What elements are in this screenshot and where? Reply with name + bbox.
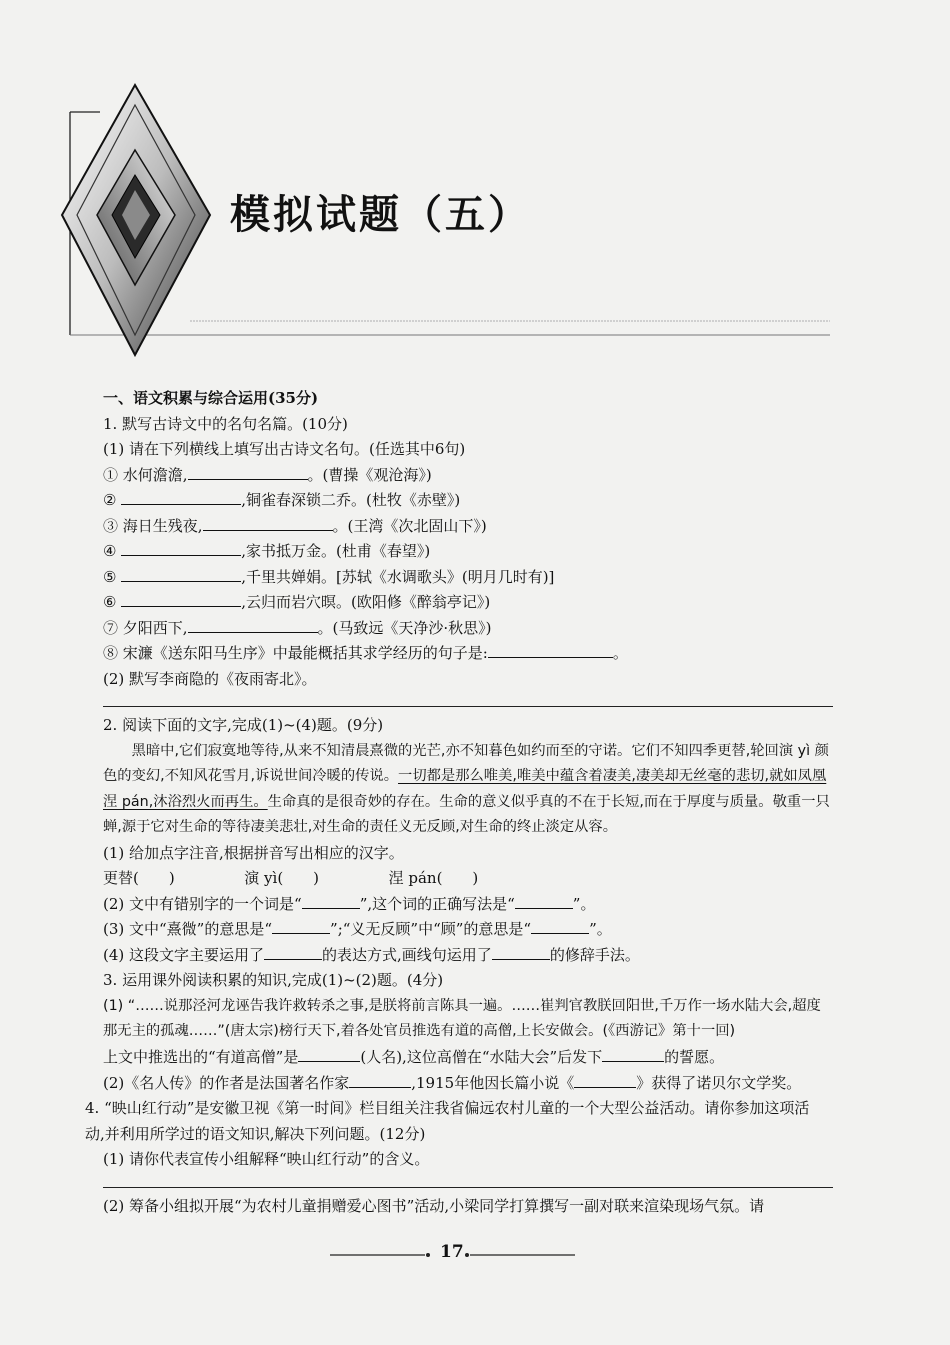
- answer-blank[interactable]: [531, 917, 589, 934]
- q1-item: ⑤ ,千里共婵娟。[苏轼《水调歌头》(明月几时有)]: [103, 565, 833, 591]
- page-title: 模拟试题（五）: [230, 191, 531, 238]
- answer-blank[interactable]: [121, 565, 241, 582]
- q2-stem: 2. 阅读下面的文字,完成(1)~(4)题。(9分): [103, 716, 384, 734]
- q1-stem: 1. 默写古诗文中的名句名篇。(10分): [103, 414, 348, 433]
- answer-blank[interactable]: [302, 892, 360, 909]
- answer-blank[interactable]: [349, 1071, 411, 1088]
- q2-sub1: (1) 给加点字注音,根据拼音写出相应的汉字。: [103, 843, 404, 862]
- q4-sub2: (2) 筹备小组拟开展“为农村儿童捐赠爱心图书”活动,小梁同学打算撰写一副对联来渲染现场气氛。请: [103, 1196, 765, 1215]
- answer-line[interactable]: [103, 692, 833, 707]
- answer-blank[interactable]: [492, 943, 550, 960]
- q3-stem: 3. 运用课外阅读积累的知识,完成(1)~(2)题。(4分): [103, 971, 444, 990]
- answer-blank[interactable]: [264, 943, 322, 960]
- q3-quote: (1) “……说那泾河龙诬告我许救转杀之事,是朕将前言陈具一遍。……崔判官教朕回阳世,千万作一场水陆大会,超度那无主的孤魂……”(唐太宗)榜行天下,着各处官员推选有道的高僧,上长安做会。(《西游记》第十一回): [103, 997, 821, 1040]
- answer-blank[interactable]: [203, 514, 333, 531]
- q2-sub4: (4) 这段文字主要运用了 的表达方式,画线句运用了 的修辞手法。: [103, 943, 833, 969]
- reading-passage: 黑暗中,它们寂寞地等待,从来不知清晨熹微的光芒,亦不知暮色如约而至的守诺。它们不知四季更替,轮回演 yì 颜色的变幻,不知风花雪月,诉说世间冷暖的传说。一切都是那么唯美,唯美中蕴含着凄美,凄美却无丝毫的悲切,就如凤凰涅 pán,沐浴烈火而再生。生命真的是很奇妙的存在。生命的意义似乎真的不在于长短,而在于厚度与质量。敬重一只蝉,源于它对生命的等待凄美悲壮,对生命的责任义无反顾,对生命的终止淡定从容。: [103, 742, 830, 836]
- answer-blank[interactable]: [298, 1045, 360, 1062]
- q4-sub1: (1) 请你代表宣传小组解释“映山红行动”的含义。: [103, 1150, 430, 1169]
- page-footer: [330, 1240, 580, 1270]
- exam-content: [85, 386, 833, 1219]
- answer-line[interactable]: [103, 1173, 833, 1188]
- q2-sub2: (2) 文中有错别字的一个词是“ ”,这个词的正确写法是“ ”。: [103, 892, 833, 918]
- answer-blank[interactable]: [488, 641, 613, 658]
- q1-item: ⑦ 夕阳西下, 。(马致远《天净沙·秋思》): [103, 616, 833, 642]
- answer-blank[interactable]: [188, 463, 308, 480]
- pinyin-row: 更替( ) 演 yì( ) 涅 pán( ): [103, 869, 479, 888]
- q2-sub3: (3) 文中“熹微”的意思是“ ”;“义无反顾”中“顾”的意思是“ ”。: [103, 917, 833, 943]
- answer-blank[interactable]: [574, 1071, 636, 1088]
- q1-item: ② ,铜雀春深锁二乔。(杜牧《赤壁》): [103, 488, 833, 514]
- section-heading: 一、语文积累与综合运用(35分): [103, 389, 319, 407]
- q1-item: ① 水何澹澹, 。(曹操《观沧海》): [103, 463, 833, 489]
- q3-line3: (2)《名人传》的作者是法国著名作家 ,1915年他因长篇小说《 》获得了诺贝尔文学奖。: [103, 1071, 833, 1097]
- underlined-sentence: 一切都是那么唯美,唯美中蕴含着凄美,凄美却无丝毫的悲切,就如凤凰涅 pán,沐浴烈火而再生。: [103, 768, 827, 810]
- q3-line2: 上文中推选出的“有道高僧”是 (人名),这位高僧在“水陆大会”后发下 的誓愿。: [103, 1045, 833, 1071]
- q1-sub2: (2) 默写李商隐的《夜雨寄北》。: [103, 669, 317, 688]
- answer-blank[interactable]: [121, 539, 241, 556]
- answer-blank[interactable]: [121, 488, 241, 505]
- answer-blank[interactable]: [602, 1045, 664, 1062]
- answer-blank[interactable]: [272, 917, 330, 934]
- q1-item: ③ 海日生残夜, 。(王湾《次北固山下》): [103, 514, 833, 540]
- answer-blank[interactable]: [188, 616, 318, 633]
- answer-blank[interactable]: [515, 892, 573, 909]
- page-number: 17: [440, 1242, 464, 1262]
- q1-item: ⑧ 宋濂《送东阳马生序》中最能概括其求学经历的句子是: 。: [103, 641, 833, 667]
- q1-item: ④ ,家书抵万金。(杜甫《春望》): [103, 539, 833, 565]
- q1-sub1: (1) 请在下列横线上填写出古诗文名句。(任选其中6句): [103, 440, 466, 458]
- q4-stem: 4. “映山红行动”是安徽卫视《第一时间》栏目组关注我省偏远农村儿童的一个大型公益活动。请你参加这项活动,并利用所学过的语文知识,解决下列问题。(12分): [85, 1099, 810, 1143]
- chapter-header: [0, 0, 950, 380]
- q1-item: ⑥ ,云归而岩穴暝。(欧阳修《醉翁亭记》): [103, 590, 833, 616]
- answer-blank[interactable]: [121, 590, 241, 607]
